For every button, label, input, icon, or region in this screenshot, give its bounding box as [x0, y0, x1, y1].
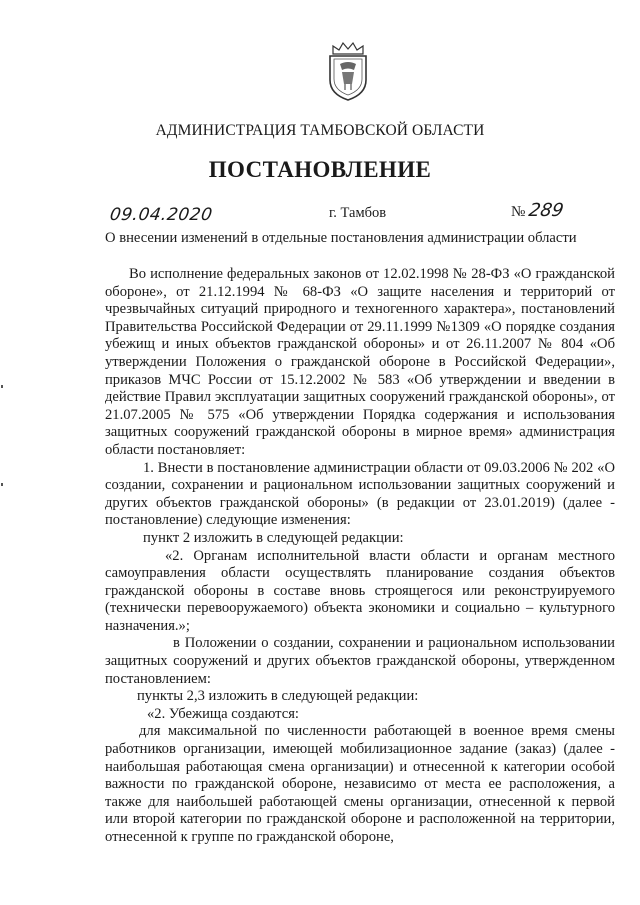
- paragraph-item-1: 1. Внести в постановление администрации области от 09.03.2006 № 202 «О создании, сохранении и рациональном использовании защитных сооружений и других объектов гражданской обороны» (в редакции от 23.01.2019) (далее - постановление) следующие изменения:: [105, 459, 615, 529]
- coat-of-arms-emblem: [325, 40, 371, 102]
- paragraph-shelters-text: для максимальной по численности работающей в военное время смены работников организации, имеющей мобилизационное задание (заказ) (далее - наибольшая работающая смена организации) и отнесенной к категории особой важности по гражданской обороне, независимо от места ее расположения, а также для наибольшей работающей смены организации, отнесенной к первой или второй категории по гражданской обороне и расположенной на территории, отнесенной к группе по гражданской обороне,: [105, 723, 615, 845]
- handwritten-number: 289: [527, 200, 566, 221]
- scan-edge-mark: [1, 483, 3, 486]
- document-body: [105, 266, 615, 847]
- document-subject: О внесении изменений в отдельные постановления администрации области: [105, 230, 577, 246]
- document-type-title: ПОСТАНОВЛЕНИЕ: [208, 157, 432, 182]
- paragraph-point-2-intro: пункт 2 изложить в следующей редакции:: [143, 529, 404, 546]
- paragraph-point-2-text: «2. Органам исполнительной власти области и органам местного самоуправления области осуществлять планирование создания объектов гражданской обороны в составе вновь строящегося или реконструируемого (технически перевооружаемого) объекта экономики и социально – культурного назначения.»;: [105, 547, 615, 634]
- city-name: г. Тамбов: [329, 205, 387, 221]
- paragraph-regulation-intro: в Положении о создании, сохранении и рациональном использовании защитных сооружений и других объектов гражданской обороны, утвержденном постановлением:: [105, 635, 615, 687]
- document-number: [511, 200, 564, 221]
- paragraph-points-2-3-intro: пункты 2,3 изложить в следующей редакции:: [137, 688, 419, 705]
- number-prefix: №: [511, 204, 526, 220]
- organization-name: АДМИНИСТРАЦИЯ ТАМБОВСКОЙ ОБЛАСТИ: [155, 122, 485, 139]
- handwritten-date: 09.04.2020: [108, 205, 214, 225]
- paragraph-shelters-heading: «2. Убежища создаются:: [147, 705, 299, 722]
- paragraph-preamble: Во исполнение федеральных законов от 12.02.1998 № 28-ФЗ «О гражданской обороне», от 21.12.1994 № 68-ФЗ «О защите населения и территорий от чрезвычайных ситуаций природного и техногенного характера», постановлений Правительства Российской Федерации от 29.11.1999 №1309 «О порядке создания убежищ и иных объектов гражданской обороны» и от 26.11.2007 № 804 «Об утверждении Положения о гражданской обороне в Российской Федерации», приказов МЧС России от 15.12.2002 № 583 «Об утверждении и введении в действие Правил эксплуатации защитных сооружений гражданской обороны», от 21.07.2005 № 575 «Об утверждении Порядка содержания и использования защитных сооружений гражданской обороны в мирное время» администрация области постановляет:: [105, 266, 615, 458]
- scan-edge-mark: [1, 385, 3, 388]
